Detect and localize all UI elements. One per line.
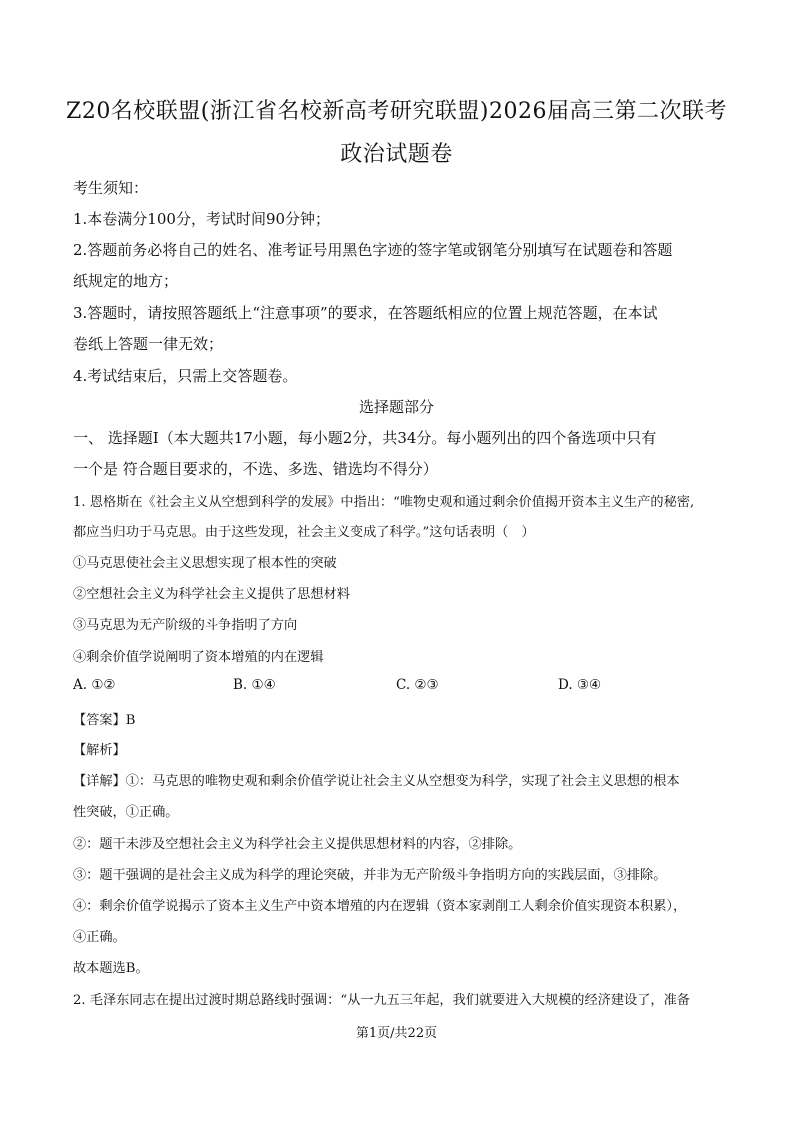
- page-number: 第1页/共22页: [355, 1026, 438, 1041]
- option-a: A. ①②: [73, 677, 116, 693]
- question-1-answer: 【答案】B: [73, 713, 136, 728]
- question-1-detail-cont: 性突破，①正确。: [73, 805, 179, 820]
- exam-title: Z20名校联盟(浙江省名校新高考研究联盟)2026届高三第二次联考: [66, 99, 727, 124]
- section-heading: 选择题部分: [358, 398, 434, 416]
- question-1-detail-3: ③：题干强调的是社会主义成为科学的理论突破，并非为无产阶级斗争指明方向的实践层面，③排除。: [73, 868, 667, 883]
- question-1-detail: 【详解】①：马克思的唯物史观和剩余价值学说让社会主义从空想变为科学，实现了社会主义思想的根本: [73, 774, 680, 789]
- section-instructions: 一、 选择题Ⅰ（本大题共17小题，每小题2分，共34分。每小题列出的四个备选项中只有: [73, 429, 657, 447]
- question-1-conclusion: 故本题选B。: [73, 961, 149, 976]
- question-1-statement-3: ③马克思为无产阶级的斗争指明了方向: [73, 618, 298, 633]
- question-1-statement-4: ④剩余价值学说阐明了资本增殖的内在逻辑: [73, 650, 324, 665]
- question-1-detail-4-cont: ④正确。: [73, 930, 126, 945]
- option-b: B. ①④: [233, 677, 276, 693]
- question-1-options: [73, 677, 728, 697]
- section-instructions-cont: 一个是 符合题目要求的，不选、多选、错选均不得分）: [73, 460, 438, 478]
- question-1-detail-2: ②：题干未涉及空想社会主义为科学社会主义提供思想材料的内容，②排除。: [73, 837, 522, 852]
- notice-item-2-cont: 纸规定的地方；: [73, 272, 179, 290]
- option-d: D. ③④: [558, 677, 602, 693]
- notice-item-1: 1.本卷满分100分，考试时间90分钟；: [73, 210, 331, 228]
- question-1-analysis-label: 【解析】: [73, 743, 126, 758]
- exam-subtitle: 政治试题卷: [340, 142, 453, 167]
- notice-item-4: 4.考试结束后，只需上交答题卷。: [73, 367, 298, 385]
- question-1-statement-2: ②空想社会主义为科学社会主义提供了思想材料: [73, 587, 350, 602]
- notice-item-3: 3.答题时，请按照答题纸上“注意事项”的要求，在答题纸相应的位置上规范答题，在本试: [73, 304, 658, 322]
- question-2-stem: 2. 毛泽东同志在提出过渡时期总路线时强调：“从一九五三年起，我们就要进入大规模的经济建设了，准备: [73, 993, 690, 1008]
- notice-item-2: 2.答题前务必将自己的姓名、准考证号用黑色字迹的签字笔或钢笔分别填写在试题卷和答题: [73, 241, 673, 259]
- notice-heading: 考生须知：: [73, 179, 149, 197]
- question-1-statement-1: ①马克思使社会主义思想实现了根本性的突破: [73, 556, 337, 571]
- notice-item-3-cont: 卷纸上答题一律无效；: [73, 335, 224, 353]
- question-1-stem: 1. 恩格斯在《社会主义从空想到科学的发展》中指出：“唯物史观和通过剩余价值揭开资本主义生产的秘密,: [73, 495, 695, 510]
- question-1-stem-cont: 都应当归功于马克思。由于这些发现，社会主义变成了科学。”这句话表明（ ）: [73, 525, 535, 540]
- option-c: C. ②③: [396, 677, 439, 693]
- question-1-detail-4: ④：剩余价值学说揭示了资本主义生产中资本增殖的内在逻辑（资本家剥削工人剩余价值实现资本积累），: [73, 899, 687, 914]
